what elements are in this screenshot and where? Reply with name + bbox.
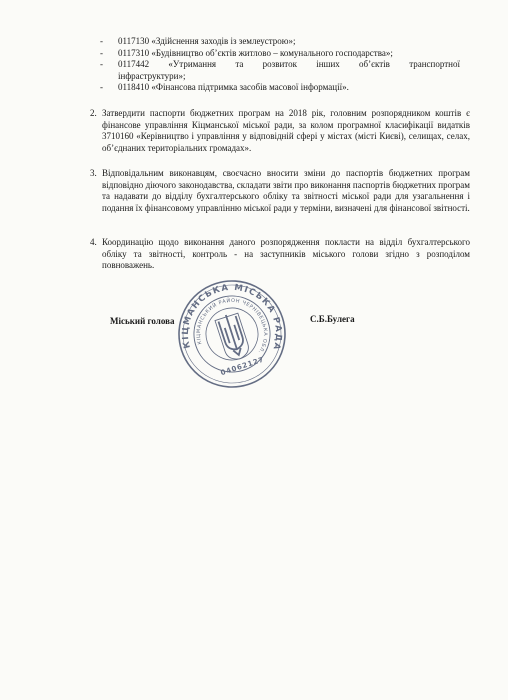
list-item — [100, 59, 460, 71]
list-item — [100, 82, 460, 94]
trident-emblem-icon — [214, 311, 251, 362]
list-dash: - — [100, 82, 103, 92]
list-item — [100, 71, 460, 83]
list-dash: - — [100, 59, 103, 69]
numbered-item-4 — [90, 237, 470, 272]
signatory-title: Міський голова — [110, 316, 175, 326]
list-item-text: 0118410 «Фінансова підтримка засобів масової інформації». — [118, 82, 349, 92]
signatory-name: С.Б.Булега — [310, 314, 355, 324]
numbered-item-3 — [90, 168, 470, 214]
list-item-text: 0117442 «Утримання та розвиток інших об’єктів транспортної — [118, 59, 460, 69]
seal-inner-text: КІЦМАНСЬКИЙ РАЙОН ЧЕРНІВЕЦЬКА ОБЛ. — [195, 297, 269, 355]
list-item-text: 0117310 «Будівництво об’єктів житлово – комунального господарства»; — [118, 47, 393, 58]
list-item — [100, 36, 460, 48]
official-seal-stamp — [176, 278, 288, 390]
list-dash: - — [100, 47, 103, 58]
item-text: Координацію щодо виконання даного розпорядження покласти на відділ бухгалтерського обліку та звітності, контроль - на заступників міського голови згідно з розподілом повноважень. — [102, 237, 470, 270]
list-item — [100, 48, 460, 60]
item-text: Відповідальним виконавцям, своєчасно вносити зміни до паспортів бюджетних програм відповідно діючого законодавства, складати звіти про виконання паспортів бюджетних програм та надавати до відділу бухгалтерського обліку та звітності міської ради для узагальнення і подання їх фінансовому управлінню міської ради у терміни, визначені для фінансової звітності. — [102, 168, 470, 213]
numbered-item-2 — [90, 108, 470, 154]
list-dash: - — [100, 36, 103, 46]
seal-code: 04062127 — [219, 355, 266, 378]
item-number: 3. — [90, 168, 97, 178]
item-number: 2. — [90, 108, 97, 118]
budget-program-list — [100, 36, 460, 94]
item-text: Затвердити паспорти бюджетних програм на 2018 рік, головним розпорядником коштів є фінансове управління Кіцманської міської ради, за колом програмної класифікації видатків 3710160 «Керівництво і управління у відповідній сфері у містах (місті Києві), селищах, селах, об’єднаних територіальних громадах». — [102, 108, 470, 153]
item-number: 4. — [90, 237, 97, 247]
list-item-text: 0117130 «Здійснення заходів із землеустрою»; — [118, 36, 296, 46]
list-item-text: інфраструктури»; — [118, 70, 186, 81]
seal-outer-text: КІЦМАНСЬКА МІСЬКА РАДА — [180, 282, 284, 352]
